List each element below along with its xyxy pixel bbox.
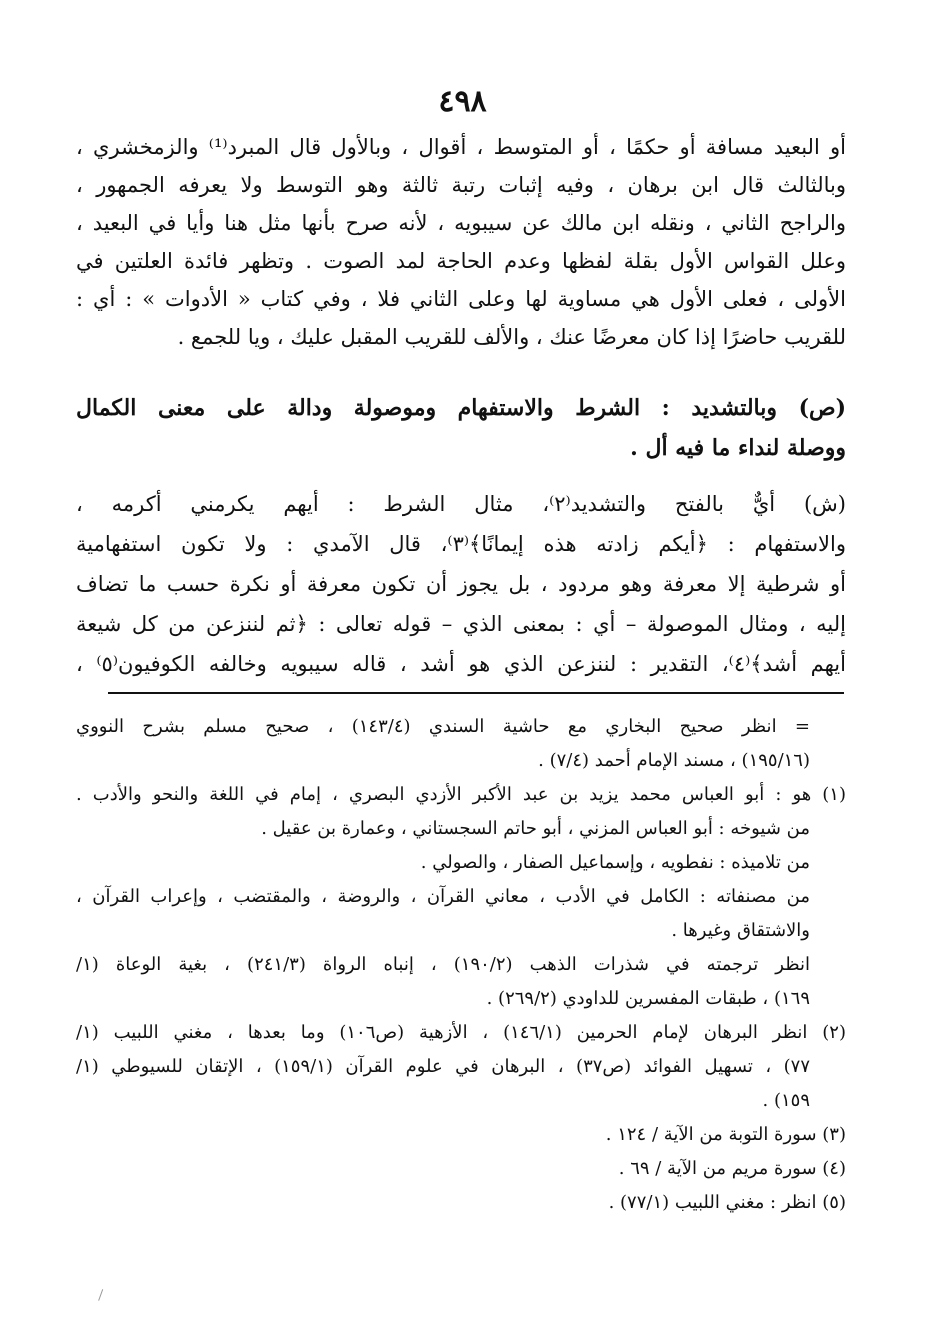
footnote-line: (٤) سورة مريم من الآية / ٦٩ . [618, 1158, 846, 1179]
matn-line: (ص) وبالتشديد : الشرط والاستفهام وموصولة ودالة على معنى الكمال [76, 395, 846, 421]
footnote-line: من تلاميذه : نفطويه ، وإسماعيل الصفار ، والصولي . [420, 852, 810, 873]
footnote-line: من مصنفاته : الكامل في الأدب ، معاني القرآن ، والروضة ، والمقتضب ، وإعراب القرآن ، [76, 886, 810, 907]
footnote-line: ١٥٩) . [762, 1090, 810, 1111]
footnote-line: (٥) انظر : مغني اللبيب (٧٧/١) . [608, 1192, 846, 1213]
body-line: والراجح الثاني ، ونقله ابن مالك عن سيبويه ، لأنه صرح بأنها مثل هنا وأيا في البعيد ، [76, 211, 846, 235]
sharh-line: والاستفهام : ﴿أيكم زادته هذه إيمانًا﴾⁽٣⁾، قال الآمدي : ولا تكون استفهامية [76, 532, 846, 556]
body-line: وعلل القواس الأول بقلة لفظها وعدم الحاجة لمد الصوت . وتظهر فائدة العلتين في [76, 249, 846, 273]
body-line: أو البعيد مسافة أو حكمًا ، أو المتوسط ، أقوال ، وبالأول قال المبرد⁽¹⁾ والزمخشري ، [76, 135, 846, 159]
page-number: ٤٩٨ [438, 84, 487, 119]
footnote-line: والاشتقاق وغيرها . [671, 920, 810, 941]
footnote-line: (٣) سورة التوبة من الآية / ١٢٤ . [605, 1124, 846, 1145]
body-line: وبالثالث قال ابن برهان ، وفيه إثبات رتبة ثالثة وهو التوسط ولا يعرفه الجمهور ، [76, 173, 846, 197]
matn-text [76, 388, 846, 468]
footnote-line: = انظر صحيح البخاري مع حاشية السندي (١٤٣/٤) ، صحيح مسلم بشرح النووي [76, 716, 810, 737]
sharh-line: (ش) أيٌّ بالفتح والتشديد⁽٢⁾، مثال الشرط : أيهم يكرمني أكرمه ، [76, 492, 846, 516]
footnote-line: انظر ترجمته في شذرات الذهب (١٩٠/٢) ، إنباه الرواة (٢٤١/٣) ، بغية الوعاة (١/ [76, 954, 810, 975]
sharh-line: أو شرطية إلا معرفة وهو مردود ، بل يجوز أن تكون معرفة أو نكرة حسب ما تضاف [76, 572, 846, 596]
body-line: الأولى ، فعلى الأول هي مساوية لها وعلى الثاني فلا ، وفي كتاب « الأدوات » : أي : [76, 287, 846, 311]
body-paragraph [76, 128, 846, 356]
footnote-line: (١) هو : أبو العباس محمد يزيد بن عبد الأكبر الأزدي البصري ، إمام في اللغة والنحو والأدب . [76, 784, 846, 805]
sharh-line: أيهم أشد﴾⁽٤⁾، التقدير : لننزعن الذي هو أشد ، قاله سيبويه وخالفه الكوفيون⁽٥⁾ ، [76, 652, 846, 676]
footnote-line: ٧٧) ، تسهيل الفوائد (ص٣٧) ، البرهان في علوم القرآن (١٥٩/١) ، الإتقان للسيوطي (١/ [76, 1056, 811, 1077]
sharh-text [76, 484, 846, 684]
footnote-divider [108, 692, 844, 694]
body-line: للقريب حاضرًا إذا كان معرضًا عنك ، والألف للقريب المقبل عليك ، ويا للجمع . [177, 325, 846, 349]
scan-mark [98, 1289, 109, 1303]
footnotes [76, 710, 846, 1220]
sharh-line: إليه ، ومثال الموصولة – أي : بمعنى الذي – قوله تعالى : ﴿ثم لننزعن من كل شيعة [76, 612, 846, 636]
footnote-line: (٢) انظر البرهان لإمام الحرمين (١٤٦/١) ، الأزهية (ص١٠٦) وما بعدها ، مغني اللبيب (١/ [76, 1022, 846, 1043]
matn-line: ووصلة لنداء ما فيه أل . [630, 435, 846, 461]
footnote-line: من شيوخه : أبو العباس المزني ، أبو حاتم السجستاني ، وعمارة بن عقيل . [261, 818, 810, 839]
footnote-line: ١٦٩) ، طبقات المفسرين للداودي (٢٦٩/٢) . [486, 988, 810, 1009]
footnote-line: (١٩٥/١٦) ، مسند الإمام أحمد (٧/٤) . [538, 750, 810, 771]
